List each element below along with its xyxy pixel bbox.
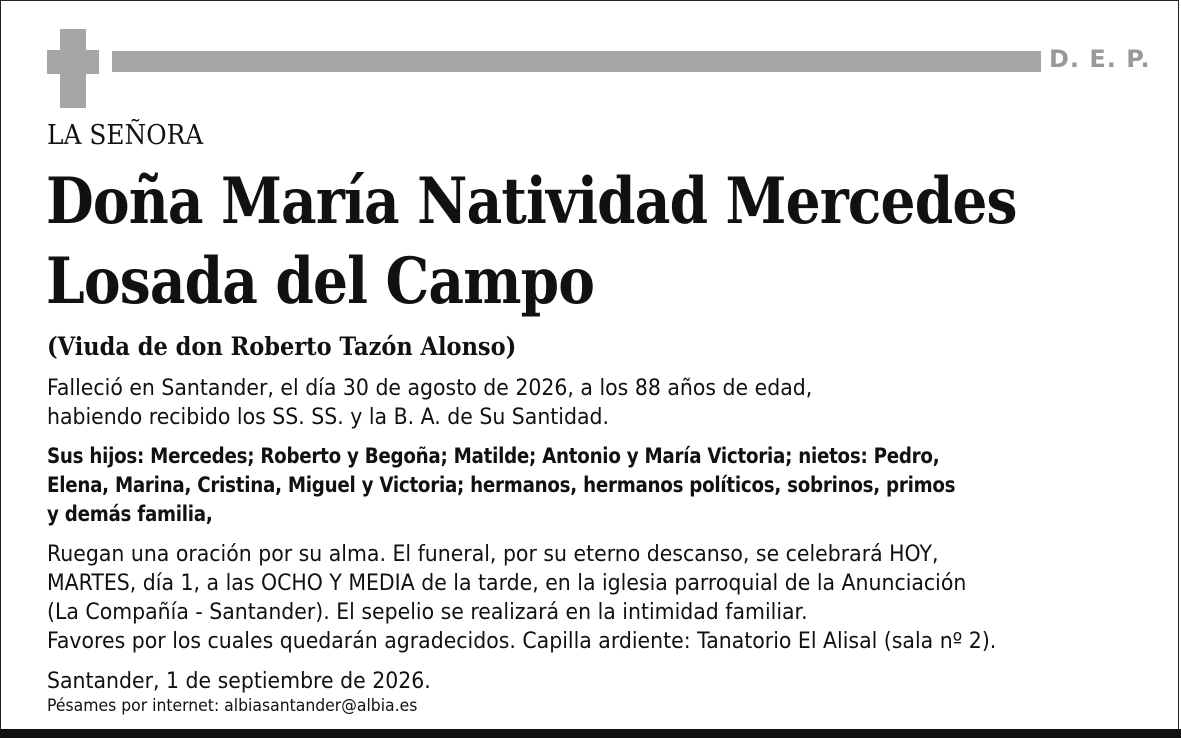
honorific: LA SEÑORA (47, 120, 204, 151)
family-line: Elena, Marina, Cristina, Miguel y Victoria; hermanos, hermanos políticos, sobrinos, primos (47, 473, 956, 497)
name-line-2: Losada del Campo (46, 244, 595, 319)
funeral-line: Ruegan una oración por su alma. El funeral, por su eterno descanso, se celebrará HOY, (47, 542, 939, 567)
death-line: habiendo recibido los SS. SS. y la B. A. de Su Santidad. (47, 405, 610, 430)
condolences-email: Pésames por internet: albiasantander@albia.es (47, 696, 418, 716)
funeral-line: Favores por los cuales quedarán agradecidos. Capilla ardiente: Tanatorio El Alisal (sala nº 2). (47, 629, 997, 654)
dateline: Santander, 1 de septiembre de 2026. (47, 669, 431, 694)
family-line: y demás familia, (47, 502, 213, 526)
widow-of: (Viuda de don Roberto Tazón Alonso) (47, 332, 517, 361)
dep-label: D. E. P. (1049, 45, 1151, 73)
name-line-1: Doña María Natividad Mercedes (46, 164, 1017, 239)
funeral-line: MARTES, día 1, a las OCHO Y MEDIA de la tarde, en la iglesia parroquial de la Anunciación (47, 571, 967, 596)
header-bar (112, 51, 1041, 72)
funeral-paragraph (47, 540, 996, 656)
funeral-line: (La Compañía - Santander). El sepelio se realizará en la intimidad familiar. (47, 600, 808, 625)
death-line: Falleció en Santander, el día 30 de agosto de 2026, a los 88 años de edad, (47, 376, 813, 401)
cross-icon (47, 29, 99, 108)
family-paragraph (47, 442, 955, 529)
deceased-name (46, 162, 1017, 322)
family-line: Sus hijos: Mercedes; Roberto y Begoña; Matilde; Antonio y María Victoria; nietos: Pedro, (47, 444, 940, 468)
death-paragraph (47, 374, 812, 432)
bottom-rule (0, 729, 1181, 738)
